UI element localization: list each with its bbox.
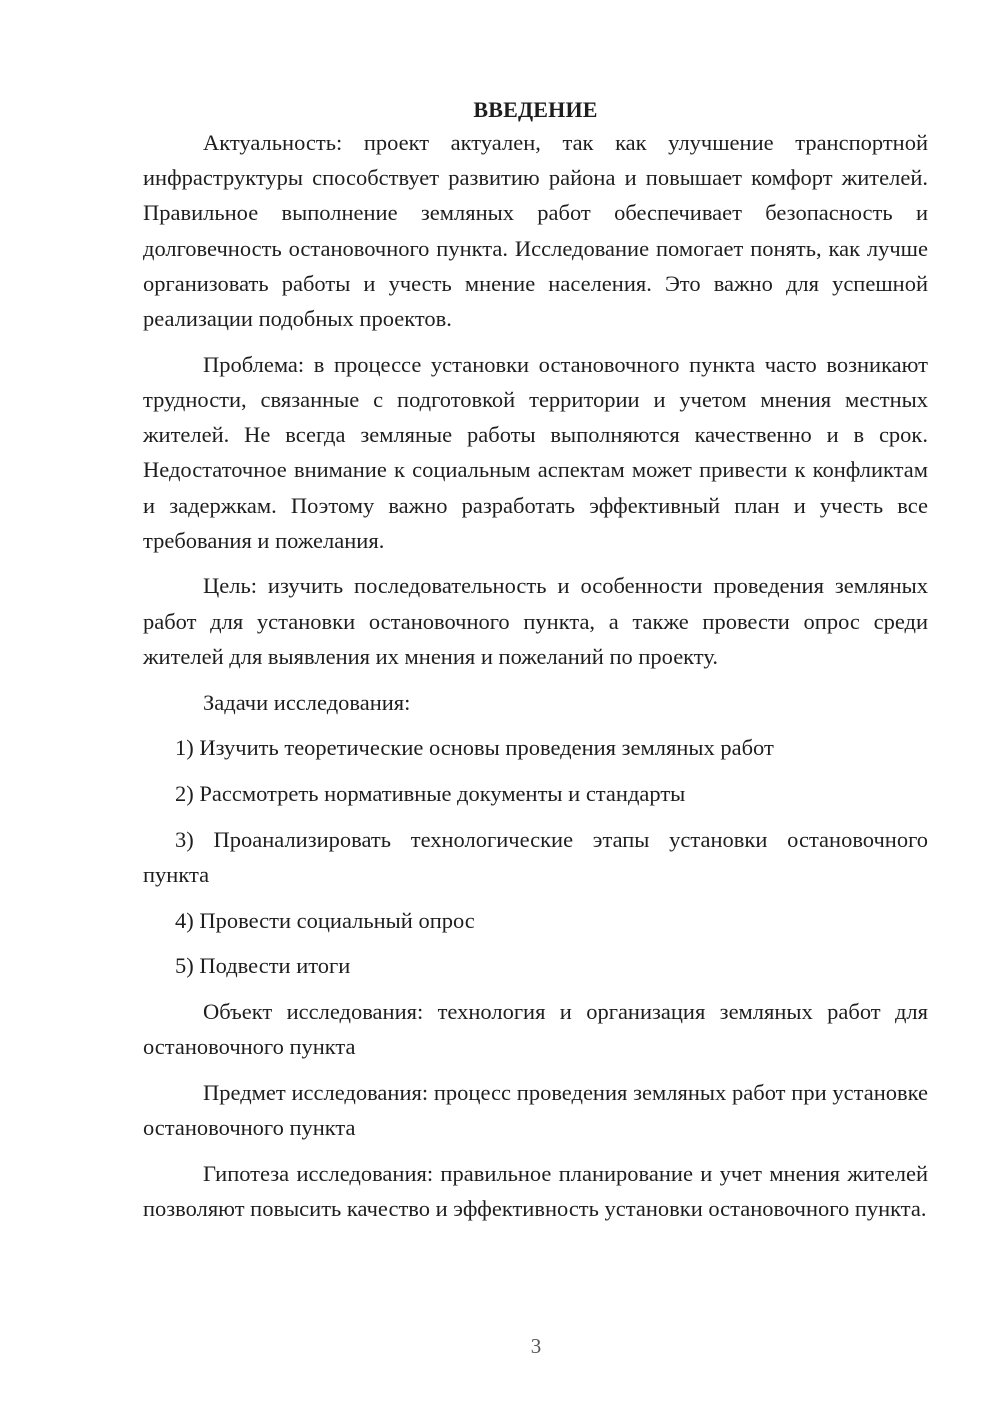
page-title: ВВЕДЕНИЕ xyxy=(473,97,598,122)
paragraph-hypothesis: Гипотеза исследования: правильное планирование и учет мнения жителей позволяют повысить качество и эффективность установки остановочного пункта. xyxy=(143,1160,928,1221)
list-item: 2) Рассмотреть нормативные документы и стандарты xyxy=(175,780,686,806)
list-item: 1) Изучить теоретические основы проведения земляных работ xyxy=(175,735,774,761)
paragraph-problem: Проблема: в процессе установки остановочного пункта часто возникают трудности, связанные с подготовкой территории и учетом мнения местных жителей. Не всегда земляные работы выполняются качественно и в срок. Недостаточное внимание к социальным аспектам может привести к конфликтам и задержкам. Поэтому важно разработать эффективный план и учесть все требования и пожелания. xyxy=(143,351,928,553)
paragraph-goal: Цель: изучить последовательность и особенности проведения земляных работ для установки остановочного пункта, а также провести опрос среди жителей для выявления их мнения и пожеланий по проекту. xyxy=(143,573,928,669)
paragraph-relevance: Актуальность: проект актуален, так как улучшение транспортной инфраструктуры способствует развитию района и повышает комфорт жителей. Правильное выполнение земляных работ обеспечивает безопасность и долговечность остановочного пункта. Исследование помогает понять, как лучше организовать работы и учесть мнение населения. Это важно для успешной реализации подобных проектов. xyxy=(143,130,928,332)
list-item: 4) Провести социальный опрос xyxy=(175,907,475,933)
list-item: 5) Подвести итоги xyxy=(175,953,351,979)
page-number: 3 xyxy=(530,1334,542,1358)
list-item: 3) Проанализировать технологические этапы установки остановочного пункта xyxy=(143,826,928,887)
document-page xyxy=(143,92,928,1226)
tasks-heading: Задачи исследования: xyxy=(203,689,411,715)
paragraph-subject: Предмет исследования: процесс проведения земляных работ при установке остановочного пункта xyxy=(143,1079,928,1141)
paragraph-object: Объект исследования: технология и организация земляных работ для остановочного пункта xyxy=(143,998,928,1060)
